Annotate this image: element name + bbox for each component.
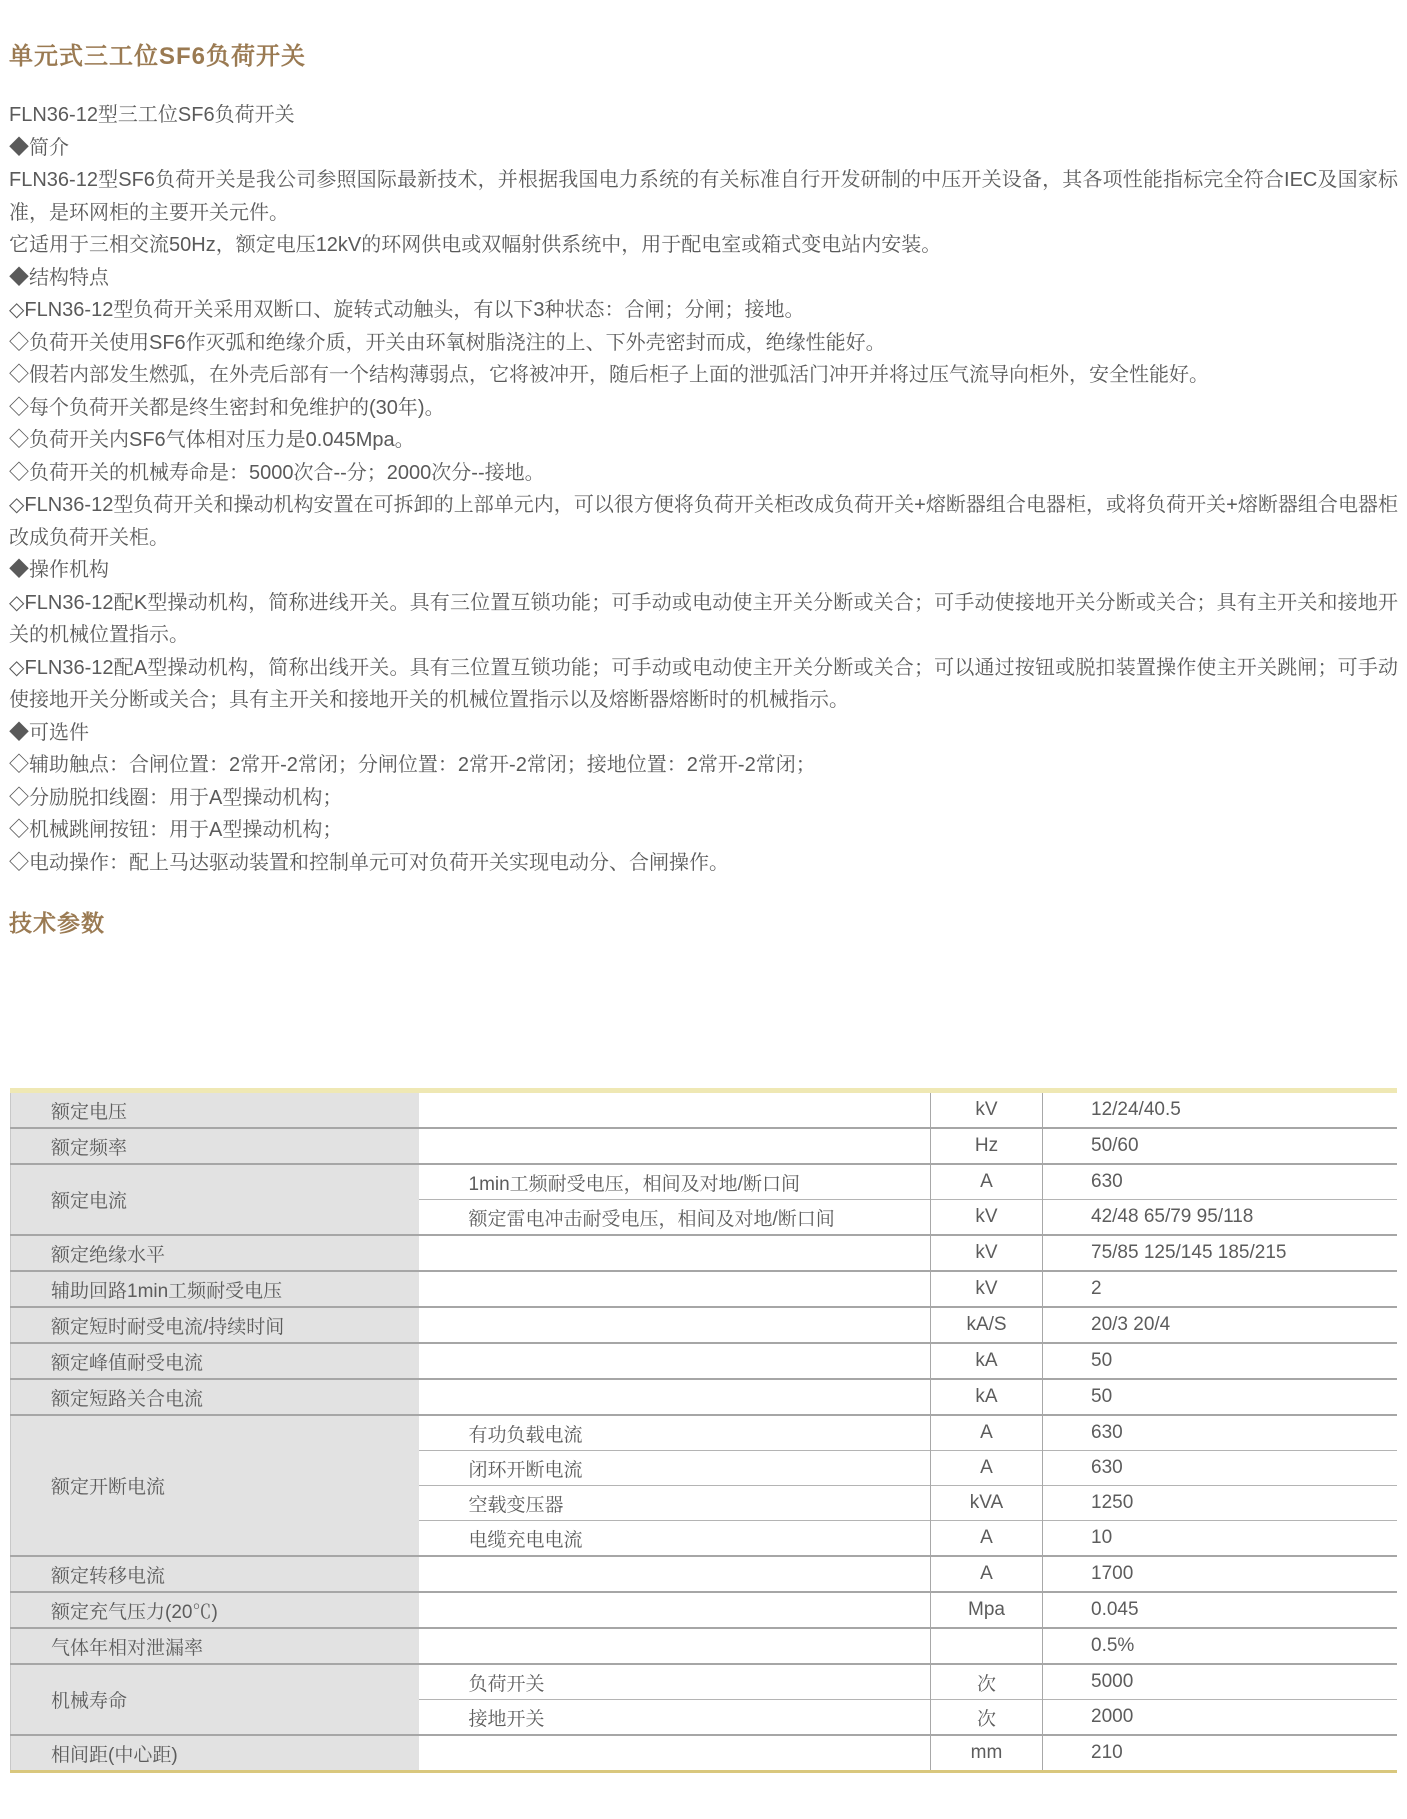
sub-param-cell — [419, 1235, 931, 1271]
table-row — [11, 1271, 1398, 1307]
value-cell: 1250 — [1043, 1486, 1398, 1521]
options-bullet: ◇电动操作：配上马达驱动装置和控制单元可对负荷开关实现电动分、合闸操作。 — [9, 851, 729, 874]
value-cell: 42/48 65/79 95/118 — [1043, 1200, 1398, 1236]
sub-param-cell — [419, 1093, 931, 1128]
section-heading-intro: ◆简介 — [9, 136, 69, 159]
unit-cell: A — [931, 1164, 1043, 1200]
intro-paragraph: FLN36-12型SF6负荷开关是我公司参照国际最新技术，并根据我国电力系统的有关标准自行开发研制的中压开关设备，其各项性能指标完全符合IEC及国家标准，是环网柜的主要开关元件。 — [9, 169, 1398, 224]
structure-bullet: ◇FLN36-12型负荷开关采用双断口、旋转式动触头，有以下3种状态：合闸；分闸；接地。 — [9, 299, 805, 321]
sub-param-cell — [419, 1628, 931, 1664]
table-row — [11, 1379, 1398, 1415]
value-cell: 1700 — [1043, 1556, 1398, 1592]
sub-param-cell: 空载变压器 — [419, 1486, 931, 1521]
value-cell: 0.045 — [1043, 1592, 1398, 1628]
section-title-tech-params: 技术参数 — [9, 910, 105, 936]
value-cell: 2000 — [1043, 1700, 1398, 1736]
param-cell: 气体年相对泄漏率 — [11, 1628, 419, 1664]
mechanism-bullet: ◇FLN36-12配A型操动机构，简称出线开关。具有三位置互锁功能；可手动或电动使主开关分断或关合；可以通过按钮或脱扣装置操作使主开关跳闸；可手动使接地开关分断或关合；具有主开关和接地开关的机械位置指示以及熔断器熔断时的机械指示。 — [9, 656, 1398, 711]
sub-param-cell: 1min工频耐受电压，相间及对地/断口间 — [419, 1164, 931, 1200]
param-cell: 额定绝缘水平 — [11, 1235, 419, 1271]
param-cell: 额定开断电流 — [11, 1415, 419, 1556]
product-model-line: FLN36-12型三工位SF6负荷开关 — [9, 104, 295, 126]
param-cell: 额定转移电流 — [11, 1556, 419, 1592]
param-cell: 额定短时耐受电流/持续时间 — [11, 1307, 419, 1343]
sub-param-cell — [419, 1343, 931, 1379]
table-row — [11, 1093, 1398, 1128]
unit-cell: A — [931, 1415, 1043, 1451]
table-row — [11, 1415, 1398, 1451]
sub-param-cell — [419, 1307, 931, 1343]
unit-cell: 次 — [931, 1700, 1043, 1736]
unit-cell: kV — [931, 1093, 1043, 1128]
value-cell: 630 — [1043, 1415, 1398, 1451]
table-row — [11, 1592, 1398, 1628]
param-cell: 额定电压 — [11, 1093, 419, 1128]
intro-paragraph-usage: 它适用于三相交流50Hz，额定电压12kV的环网供电或双幅射供系统中，用于配电室或箱式变电站内安装。 — [9, 234, 942, 256]
table-row — [11, 1307, 1398, 1343]
value-cell: 50 — [1043, 1343, 1398, 1379]
value-cell: 20/3 20/4 — [1043, 1307, 1398, 1343]
value-cell: 10 — [1043, 1521, 1398, 1557]
unit-cell: A — [931, 1521, 1043, 1557]
options-bullet: ◇辅助触点：合闸位置：2常开-2常闭；分闸位置：2常开-2常闭；接地位置：2常开-2常闭； — [9, 754, 816, 776]
table-row — [11, 1735, 1398, 1770]
param-cell: 额定短路关合电流 — [11, 1379, 419, 1415]
value-cell: 12/24/40.5 — [1091, 1099, 1181, 1120]
sub-param-cell: 负荷开关 — [419, 1664, 931, 1700]
unit-cell: Hz — [931, 1128, 1043, 1164]
unit-cell: 次 — [931, 1664, 1043, 1700]
section-heading-structure: ◆结构特点 — [9, 266, 109, 289]
sub-param-cell — [419, 1379, 931, 1415]
param-cell: 额定频率 — [11, 1128, 419, 1164]
unit-cell: kV — [931, 1271, 1043, 1307]
unit-cell: mm — [931, 1735, 1043, 1770]
value-cell: 50/60 — [1043, 1128, 1398, 1164]
table-row — [11, 1556, 1398, 1592]
table-row — [11, 1235, 1398, 1271]
structure-bullet: ◇负荷开关使用SF6作灭弧和绝缘介质，开关由环氧树脂浇注的上、下外壳密封而成，绝缘性能好。 — [9, 331, 886, 354]
table-row — [11, 1128, 1398, 1164]
unit-cell: kA — [931, 1379, 1043, 1415]
unit-cell: kVA — [931, 1486, 1043, 1521]
unit-cell: kA — [931, 1343, 1043, 1379]
options-bullet: ◇机械跳闸按钮：用于A型操动机构； — [9, 819, 343, 841]
value-cell: 2 — [1043, 1271, 1398, 1307]
param-cell: 额定电流 — [11, 1164, 419, 1235]
unit-cell: kA/S — [931, 1307, 1043, 1343]
table-row — [11, 1164, 1398, 1200]
param-cell: 额定峰值耐受电流 — [11, 1343, 419, 1379]
sub-param-cell — [419, 1128, 931, 1164]
page-title: 单元式三工位SF6负荷开关 — [9, 43, 307, 70]
unit-cell: A — [931, 1451, 1043, 1486]
unit-cell: kV — [931, 1235, 1043, 1271]
param-cell: 相间距(中心距) — [11, 1735, 419, 1770]
value-cell: 630 — [1043, 1451, 1398, 1486]
body-text — [9, 99, 1398, 879]
value-cell: 50 — [1043, 1379, 1398, 1415]
unit-cell: A — [931, 1556, 1043, 1592]
document — [0, 36, 1407, 1773]
sub-param-cell — [419, 1556, 931, 1592]
tech-params-table-frame — [10, 1088, 1397, 1773]
unit-cell: Mpa — [931, 1592, 1043, 1628]
structure-bullet: ◇FLN36-12型负荷开关和操动机构安置在可拆卸的上部单元内，可以很方便将负荷开关柜改成负荷开关+熔断器组合电器柜，或将负荷开关+熔断器组合电器柜改成负荷开关柜。 — [9, 494, 1398, 549]
table-row — [11, 1343, 1398, 1379]
value-cell: 75/85 125/145 185/215 — [1043, 1235, 1398, 1271]
structure-bullet: ◇负荷开关的机械寿命是：5000次合--分；2000次分--接地。 — [9, 461, 545, 484]
sub-param-cell — [419, 1271, 931, 1307]
value-cell: 0.5% — [1043, 1628, 1398, 1664]
section-heading-options: ◆可选件 — [9, 721, 89, 744]
structure-bullet: ◇负荷开关内SF6气体相对压力是0.045Mpa。 — [9, 429, 415, 451]
tech-params-table — [10, 1093, 1397, 1770]
param-cell: 额定充气压力(20℃) — [11, 1592, 419, 1628]
param-cell: 辅助回路1min工频耐受电压 — [11, 1271, 419, 1307]
structure-bullet: ◇每个负荷开关都是终生密封和免维护的(30年)。 — [9, 396, 445, 419]
structure-bullet: ◇假若内部发生燃弧，在外壳后部有一个结构薄弱点，它将被冲开，随后柜子上面的泄弧活门冲开并将过压气流导向柜外，安全性能好。 — [9, 364, 1209, 386]
sub-param-cell — [419, 1592, 931, 1628]
table-row — [11, 1664, 1398, 1700]
sub-param-cell: 接地开关 — [419, 1700, 931, 1736]
sub-param-cell: 闭环开断电流 — [419, 1451, 931, 1486]
sub-param-cell: 额定雷电冲击耐受电压，相间及对地/断口间 — [419, 1200, 931, 1236]
sub-param-cell: 电缆充电电流 — [419, 1521, 931, 1557]
unit-cell: kV — [931, 1200, 1043, 1236]
sub-param-cell: 有功负载电流 — [419, 1415, 931, 1451]
options-bullet: ◇分励脱扣线圈：用于A型操动机构； — [9, 786, 343, 809]
unit-cell — [931, 1628, 1043, 1664]
value-cell: 5000 — [1043, 1664, 1398, 1700]
table-row — [11, 1628, 1398, 1664]
value-cell: 210 — [1043, 1735, 1398, 1770]
param-cell: 机械寿命 — [11, 1664, 419, 1735]
section-heading-mechanism: ◆操作机构 — [9, 559, 109, 581]
sub-param-cell — [419, 1735, 931, 1770]
mechanism-bullet: ◇FLN36-12配K型操动机构，简称进线开关。具有三位置互锁功能；可手动或电动使主开关分断或关合；可手动使接地开关分断或关合；具有主开关和接地开关的机械位置指示。 — [9, 591, 1398, 646]
value-cell: 630 — [1043, 1164, 1398, 1200]
